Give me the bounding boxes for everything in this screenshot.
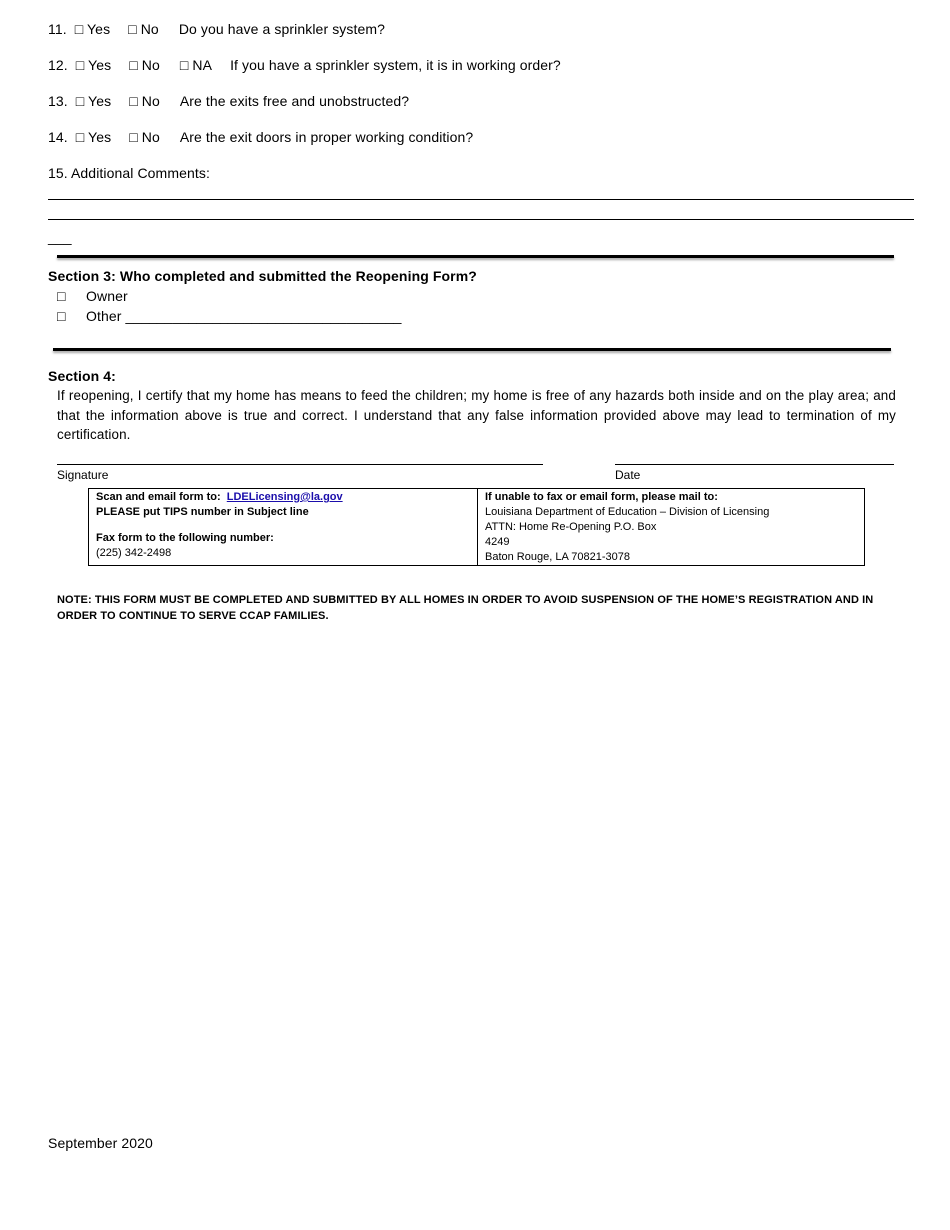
na-checkbox[interactable]: □ NA [179,57,213,73]
question-text: Are the exits free and unobstructed? [179,93,410,109]
yes-checkbox[interactable]: □ Yes [75,93,112,109]
certification-paragraph: If reopening, I certify that my home has means to feed the children; my home is free of any hazards both inside and on the play area; and that the information above is true and correct. I understand that any false information provided above may lead to termination of my certification. [57,388,896,442]
note-line-1: NOTE: THIS FORM MUST BE COMPLETED AND SUBMITTED BY ALL HOMES IN ORDER TO AVOID SUSPENSION OF THE HOME’S REGISTRATION AND IN [57,594,874,606]
no-checkbox[interactable]: □ No [129,93,160,109]
comment-line-2[interactable] [48,219,914,220]
other-label: Other ___________________________________ [86,308,402,324]
section-4-heading: Section 4: [48,368,116,384]
no-checkbox[interactable]: □ No [129,129,160,145]
question-13 [48,92,409,110]
comment-line-3[interactable]: ___ [48,229,72,245]
date-label: Date [615,468,641,482]
subject-note: PLEASE put TIPS number in Subject line [96,506,309,518]
checkbox-owner[interactable]: □ [57,288,66,304]
note [57,592,897,624]
mail-label: If unable to fax or email form, please mail to: [485,491,718,503]
section-3-heading: Section 3: Who completed and submitted the Reopening Form? [48,268,477,284]
email-fax-cell [89,489,478,566]
contact-info-box [88,488,865,566]
mail-line-4: Baton Rouge, LA 70821-3078 [485,551,630,563]
signature-line[interactable] [57,464,543,465]
email-link[interactable]: LDELicensing@la.gov [226,491,343,503]
footer-date: September 2020 [48,1135,153,1151]
no-checkbox[interactable]: □ No [129,57,160,73]
owner-label: Owner [86,288,128,304]
question-text: Do you have a sprinkler system? [178,21,386,37]
section-divider [57,255,894,258]
section-divider [53,348,891,351]
other-option[interactable] [57,307,402,325]
additional-comments-label: 15. Additional Comments: [48,165,210,181]
question-12 [48,56,561,74]
question-number: 14. [48,129,68,145]
note-line-2: ORDER TO CONTINUE TO SERVE CCAP FAMILIES. [57,610,329,622]
no-checkbox[interactable]: □ No [128,21,159,37]
question-number: 11. [48,21,67,37]
yes-checkbox[interactable]: □ Yes [75,129,112,145]
yes-checkbox[interactable]: □ Yes [75,57,112,73]
mail-line-3: 4249 [485,536,510,548]
mail-line-2: ATTN: Home Re-Opening P.O. Box [485,521,657,533]
question-number: 13. [48,93,68,109]
fax-label: Fax form to the following number: [96,532,274,544]
owner-option[interactable] [57,287,128,305]
date-line[interactable] [615,464,894,465]
question-11 [48,20,385,38]
question-14 [48,128,473,146]
yes-checkbox[interactable]: □ Yes [74,21,111,37]
question-number: 12. [48,57,68,73]
question-text: Are the exit doors in proper working condition? [179,129,474,145]
fax-number: (225) 342-2498 [96,547,172,559]
scan-label: Scan and email form to: [96,491,221,503]
comment-line-1[interactable] [48,199,914,200]
mail-cell [478,489,865,566]
checkbox-other[interactable]: □ [57,308,66,324]
question-text: If you have a sprinkler system, it is in working order? [230,57,561,73]
mail-line-1: Louisiana Department of Education – Division of Licensing [485,506,770,518]
signature-label: Signature [57,468,109,482]
